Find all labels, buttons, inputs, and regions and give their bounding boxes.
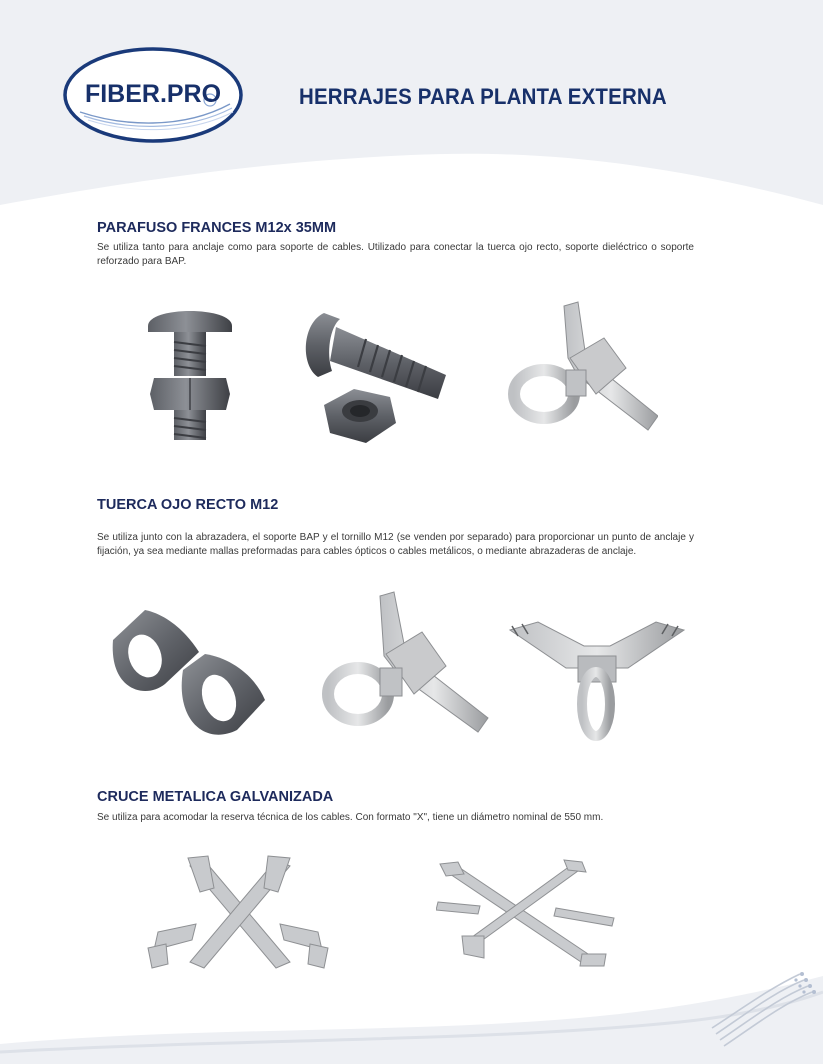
fiberpro-logo	[62, 46, 244, 144]
eye-nuts-pair-photo	[105, 600, 275, 750]
footer-fiber-art	[0, 930, 823, 1064]
section-title-tuerca: TUERCA OJO RECTO M12	[97, 497, 279, 513]
section-desc-parafuso: Se utiliza tanto para anclaje como para soporte de cables. Utilizado para conectar la tuerca ojo recto, soporte dieléctrico o soporte reforzado para BAP.	[97, 242, 694, 267]
section-desc-cruce: Se utiliza para acomodar la reserva técnica de los cables. Con formato "X", tiene un diámetro nominal de 550 mm.	[97, 812, 604, 823]
section-title-parafuso: PARAFUSO FRANCES M12x 35MM	[97, 220, 337, 236]
carriage-bolt-assembled-photo	[140, 298, 240, 448]
section-desc-tuerca: Se utiliza junto con la abrazadera, el soporte BAP y el tornillo M12 (se venden por separado) para proporcionar un punto de anclaje y fijación, ya sea mediante mallas preformadas para cables ópticos o cables metálicos, o mediante abrazaderas de anclaje.	[97, 532, 694, 557]
brand-text: FIBER.PRO	[84, 80, 222, 108]
carriage-bolt-and-nut-photo	[296, 305, 452, 455]
eye-nut-on-bracket-photo	[322, 590, 490, 736]
eye-nut-bracket-front-photo	[508, 616, 686, 744]
page-title: HERRAJES PARA PLANTA EXTERNA	[299, 84, 667, 109]
section-title-cruce: CRUCE METALICA GALVANIZADA	[97, 789, 334, 805]
eye-nut-on-bracket-photo	[508, 298, 658, 434]
